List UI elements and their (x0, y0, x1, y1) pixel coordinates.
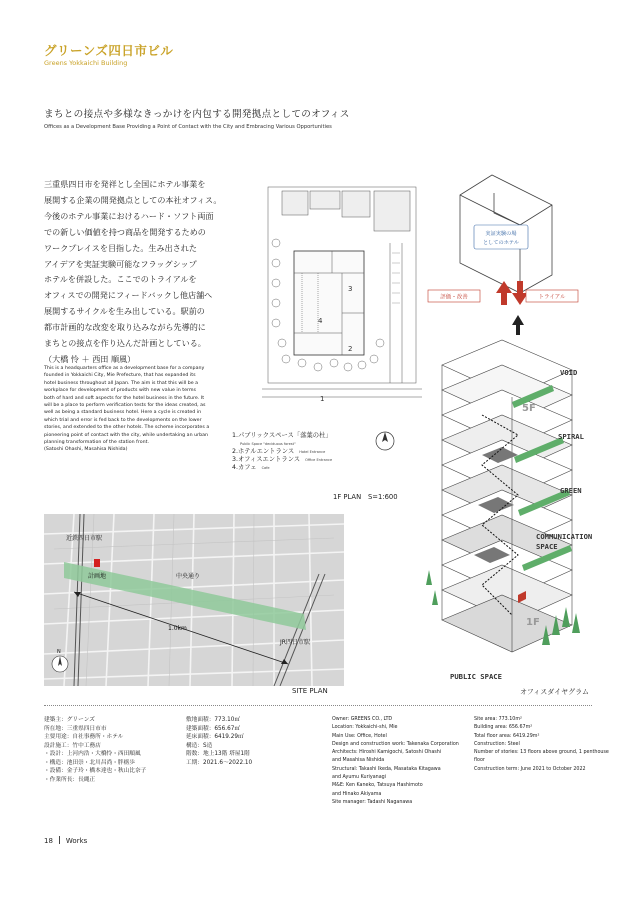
credits-jp (44, 716, 146, 784)
subheading-jp: まちとの接点や多様なきっかけを内包する開発拠点としてのオフィス (44, 109, 350, 120)
credit-line: Site area: 773.10m² (474, 717, 522, 722)
credit-line: 階数：地上13階 塔屋1階 (186, 751, 250, 757)
site-plan-caption: SITE PLAN (292, 687, 328, 695)
site-label-station1: 近鉄四日市駅 (66, 535, 103, 542)
credits-jp-2 (186, 716, 252, 767)
diagram-box-label-1: 実証実験の場 (485, 231, 517, 237)
diagram-label-void: VOID (560, 368, 578, 377)
diagram-right-tag: トライアル (538, 294, 566, 301)
body-jp-line: 今後のホテル事業におけるハード・ソフト両面 (44, 210, 214, 221)
credit-line: ・構造：池田崇・北川昌尚・胖栃歩 (44, 759, 135, 766)
credit-line: Construction: Steel (474, 741, 520, 747)
credits-en (332, 716, 459, 807)
subheading-en: Offices as a Development Base Providing a Point of Contact with the City and Embracing Various Opportunities (44, 124, 332, 130)
body-text-en (44, 365, 224, 454)
body-jp-line: 都市計画的な改変を取り込みながら先導的に (44, 322, 206, 333)
footer-divider (59, 836, 60, 844)
legend-item: 3.オフィスエントランス Office Entrance (232, 456, 333, 463)
body-text-jp (44, 177, 249, 368)
credit-line: 所在地：三重県四日市市 (44, 725, 107, 732)
credit-line: Architects: Hiroshi Kamigochi, Satoshi Ohashi (332, 750, 442, 756)
body-jp-line: での新しい価値を持つ商品を開発するための (44, 226, 206, 237)
body-en-line: will be a place to perform verification tests for the ideas created, as (44, 403, 206, 409)
credits-en-2 (474, 716, 609, 774)
credit-line: ・作業所長：長縄正 (44, 776, 96, 783)
credit-line: 敷地面積：773.10㎡ (186, 717, 241, 723)
credit-line: Owner: GREENS CO., LTD (332, 717, 393, 722)
site-plan-map (44, 514, 344, 686)
plan-room-3: 3 (348, 285, 353, 293)
page-footer (44, 836, 87, 845)
plan-legend (232, 432, 332, 472)
body-en-line: stories, and extended to the other hotels. The scheme incorporates a (44, 425, 210, 431)
credit-line: floor (474, 758, 485, 764)
body-jp-line: 三重県四日市を発祥とし全国にホテル事業を (44, 179, 206, 189)
body-jp-line: まちとの接点を作り込んだ計画としている。 (44, 338, 206, 349)
body-en-line: planning transformation of the station front. (44, 440, 149, 446)
credit-line: 建築主：グリーンズ (44, 717, 95, 723)
body-jp-line: ワークプレイスを目指した。生み出された (44, 242, 197, 253)
office-diagram (422, 165, 592, 685)
diagram-floor-top: 5F (522, 403, 536, 414)
diagram-box-label-2: としてのホテル (482, 240, 520, 246)
credit-line: 設計施工：竹中工務店 (44, 742, 101, 749)
credit-line: Main Use: Office, Hotel (332, 733, 387, 739)
credit-line: Design and construction work: Takenaka Corporation (332, 741, 459, 747)
credit-line: ・設計：上河内浩・大橋怜・西田順風 (44, 751, 141, 757)
legend-item-sub: Public Space "deciduous forest" (240, 442, 296, 446)
credit-line: 延床面積：6419.29㎡ (186, 734, 244, 740)
body-en-line: both of hard and soft aspects for the hotel business in the future. It (44, 395, 205, 401)
body-jp-line: オフィスでの開発にフィードバックし他店舗へ (44, 290, 213, 301)
body-jp-line: アイデアを実証実験可能なフラッグシップ (44, 258, 197, 269)
page-title: グリーンズ四日市ビル (44, 43, 174, 58)
credit-line: ・設備：金子玲・橋本達也・秋山比奈子 (44, 768, 147, 774)
page-number: 18 (44, 837, 53, 845)
diagram-label-communication: COMMUNICATION (536, 532, 593, 541)
diagram-left-tag: 評価・改善 (440, 294, 468, 301)
site-label-station2: JR四日市駅 (280, 639, 310, 646)
diagram-floor-bottom: 1F (526, 617, 540, 628)
body-jp-line: 展開する企業の開発拠点としての本社オフィス。 (44, 194, 222, 205)
site-label-distance: 1.0km (168, 625, 187, 632)
credit-line: and Masahisa Nishida (332, 758, 385, 764)
credit-line: Number of stories: 13 floors above ground, 1 penthouse (474, 750, 609, 756)
credit-line: 構造：S造 (186, 742, 213, 749)
section-name: Works (65, 837, 88, 845)
legend-item: 4.カフェ Cafe (232, 464, 270, 471)
plan-caption: 1F PLAN S=1:600 (333, 493, 398, 501)
plan-room-2: 2 (348, 345, 353, 353)
body-en-line: pioneering point of contact with the city, while undertaking an urban (44, 432, 209, 438)
body-jp-line: （大橋 怜 ＋ 西田 順風） (44, 353, 136, 364)
body-en-line: which trial and error is fed back to the developments on the lower (44, 417, 202, 423)
body-en-line: (Satoshi Ohashi, Masahisa Nishida) (44, 447, 128, 453)
diagram-caption: オフィスダイヤグラム (520, 688, 590, 696)
body-jp-line: 展開するサイクルを生み出している。駅前の (44, 306, 205, 317)
site-label-site: 計画地 (88, 573, 107, 580)
floor-plan-drawing (262, 183, 422, 423)
body-en-line: This is a headquarters office as a development base for a company (44, 366, 205, 371)
credit-line: Construction term: June 2021 to October 2022 (474, 766, 586, 772)
body-en-line: hotel business throughout all Japan. The aim is that this will be a (44, 380, 199, 386)
north-arrow-icon (374, 430, 396, 452)
site-label-street: 中央通り (176, 573, 201, 580)
body-en-line: workplace for development of products with new value in terms (44, 388, 197, 394)
section-divider (44, 705, 592, 706)
credit-line: Site manager: Tadashi Naganawa (332, 799, 413, 805)
diagram-label-spiral: SPIRAL (558, 432, 584, 441)
diagram-label-green: GREEN (560, 486, 582, 495)
credit-line: Total floor area: 6419.29m² (474, 733, 540, 739)
credit-line: and Hinako Akiyama (332, 791, 382, 797)
diagram-label-space: SPACE (536, 542, 558, 551)
credit-line: 主要用途：自社事務所・ホテル (44, 734, 124, 740)
credit-line: Location: Yokkaichi-shi, Mie (332, 725, 398, 731)
credit-line: 建築面積：656.67㎡ (186, 725, 241, 732)
credit-line: Structural: Takashi Ikeda, Masataka Kitagawa (332, 766, 441, 772)
credit-line: 工期：2021.6〜2022.10 (186, 759, 253, 766)
plan-room-4: 4 (318, 317, 323, 325)
diagram-label-public-space: PUBLIC SPACE (450, 672, 502, 681)
plan-room-1: 1 (320, 395, 325, 403)
body-jp-line: ホテルを併設した。ここでのトライアルを (44, 274, 197, 285)
credit-line: and Ayumu Kuriyanagi (332, 775, 387, 781)
legend-item: 2.ホテルエントランス Hotel Entrance (232, 448, 326, 455)
page-title-en: Greens Yokkaichi Building (44, 59, 128, 67)
body-en-line: well as being a standard business hotel. Here a cycle is created in (44, 410, 202, 416)
credit-line: M&E: Ken Kaneko, Tatsuya Hashimoto (332, 783, 423, 789)
credit-line: Building area: 656.67m² (474, 725, 533, 731)
site-label-north: N (57, 649, 61, 655)
body-en-line: founded in Yokkaichi City, Mie Prefecture, that has expanded its (44, 373, 196, 379)
legend-item: 1.パブリックスペース「落葉の杜」 (232, 432, 332, 439)
